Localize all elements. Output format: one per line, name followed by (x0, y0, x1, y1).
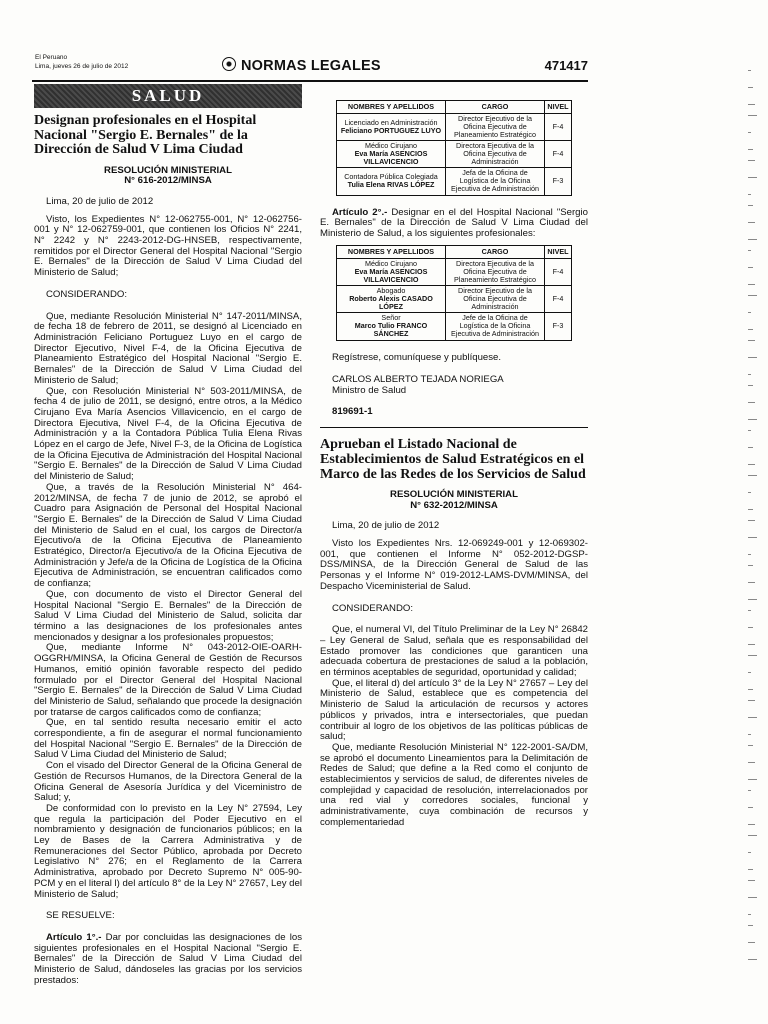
table-cell-cargo: Jefe de la Oficina de Logística de la Oficina Ejecutiva de Administración (446, 313, 545, 340)
edge-mark (748, 565, 753, 566)
edge-mark (748, 835, 757, 836)
section-title (222, 57, 381, 74)
table-new-designations (336, 245, 572, 341)
edge-mark (748, 177, 757, 178)
edge-mark (748, 672, 751, 673)
edge-mark (748, 509, 753, 510)
edge-mark (748, 537, 757, 538)
res1-number: N° 616-2012/MINSA (124, 175, 212, 187)
article-1-continued (320, 84, 588, 95)
table-cell-name (337, 313, 446, 340)
edge-mark (748, 284, 755, 285)
table-cell-nivel: F-4 (545, 113, 572, 140)
edge-mark (748, 149, 753, 150)
res1-visto: Visto, los Expedientes N° 12-062755-001, N° 12-062756-001 y N° 12-062759-001, que contienen los Oficios N° 2241, N° 2242 y N° 2243-2012-DG-HNSEB, respectivamente, remitidos por el Director General del Hospital Nacional "Sergio E. Bernales" de la Dirección de Salud V Lima Ciudad del Ministerio de Salud; (34, 213, 302, 279)
signer-role: Ministro de Salud (332, 384, 407, 396)
table-cell-cargo: Director Ejecutivo de la Oficina Ejecutiva de Planeamiento Estratégico (446, 113, 545, 140)
edge-mark (748, 610, 751, 611)
edge-mark (748, 599, 757, 600)
res2-paragraph: Que, el literal d) del artículo 3° de la Ley N° 27657 – Ley del Ministerio de Salud, establece que es competencia del Ministerio de Salud la articulación de recursos y actores públicos y privados, intra e intersectoriales, que puedan contribuir al logro de los objetivos de las políticas públicas de salud; (320, 677, 588, 743)
section-banner: SALUD (34, 84, 302, 108)
edge-mark (748, 419, 757, 420)
edge-mark (748, 745, 753, 746)
edge-mark (748, 914, 751, 915)
person-name: Roberto Alexis CASADO LÓPEZ (349, 294, 433, 312)
res1-article-2 (320, 208, 588, 240)
edge-mark (748, 824, 755, 825)
edge-mark (748, 655, 757, 656)
edge-mark (748, 70, 751, 71)
edge-mark (748, 447, 753, 448)
res1-paragraph: Que, mediante Informe N° 043-2012-OIE-OARH-OGGRH/MINSA, la Oficina General de Gestión de Recursos Humanos, emitió opinión favorable respecto del pedido formulado por el Director General del Hospital Nacional "Sergio E. Bernales" de la Dirección de Salud V Lima Ciudad del Ministerio de Salud, señalando que procede la designación por tratarse de cargos calificados como de confianza; (34, 642, 302, 718)
edge-mark (748, 385, 753, 386)
res1-paragraph: Que, a través de la Resolución Ministerial N° 464-2012/MINSA, de fecha 7 de junio de 2012, se aprobó el Cuadro para Asignación de Personal del Hospital Nacional "Sergio E. Bernales" de la Dirección de Salud V Lima Ciudad del Ministerio de Salud en el cual, los cargos de Director/a Ejecutivo/a de la Oficina Ejecutiva de Planeamiento Estratégico, Director/a Ejecutivo/a de la Oficina Ejecutiva de Administración y Jefe/a de la Oficina de Logística de la Oficina Ejecutiva de Administración, se encuentran calificados como de confianza; (34, 481, 302, 590)
table-row (337, 140, 572, 167)
res1-title: Designan profesionales en el Hospital Nacional "Sergio E. Bernales" de la Dirección de Salud V Lima Ciudad (34, 113, 257, 158)
table-cell-nivel: F-3 (545, 313, 572, 340)
res1-paragraph: Que, en tal sentido resulta necesario emitir el acto correspondiente, a fin de asegurar el normal funcionamiento del Hospital Nacional "Sergio E. Bernales" de la Dirección de Salud V Lima Ciudad del Ministerio de Salud; (34, 717, 302, 761)
column-header: CARGO (446, 100, 545, 113)
newspaper-name: El Peruano (35, 54, 68, 61)
table-cell-name (337, 285, 446, 312)
edge-mark (748, 779, 757, 780)
table-cell-nivel: F-4 (545, 258, 572, 285)
person-name: Marco Tulio FRANCO SÁNCHEZ (354, 321, 428, 339)
table-row (337, 285, 572, 312)
edge-mark (748, 194, 751, 195)
edge-mark (748, 222, 755, 223)
table-row (337, 258, 572, 285)
article-1-text: Dar por concluidas las designaciones de los siguientes profesionales en el Hospital Nacional "Sergio E. Bernales" de la Dirección de Salud V Lima Ciudad del Ministerio de Salud, dándoseles las gracias por los servicios prestados: (34, 931, 302, 986)
page-number: 471417 (544, 58, 588, 73)
edge-mark (748, 897, 757, 898)
res1-heading (34, 166, 302, 187)
table-cell-cargo: Jefa de la Oficina de Logística de la Oficina Ejecutiva de Administración (446, 168, 545, 195)
table-cell-cargo: Director Ejecutivo de la Oficina Ejecutiva de Administración (446, 285, 545, 312)
column-header: NIVEL (545, 245, 572, 258)
table-row (337, 168, 572, 195)
res2-date: Lima, 20 de julio de 2012 (332, 520, 440, 532)
masthead-info (35, 53, 128, 71)
edge-mark (748, 430, 751, 431)
edge-mark (748, 807, 753, 808)
edge-mark (748, 267, 753, 268)
table-cell-name (337, 258, 446, 285)
newspaper-page (32, 50, 588, 1020)
person-name: Eva María ASENCIOS VILLAVICENCIO (354, 149, 428, 167)
page-header (32, 50, 588, 82)
person-title: Abogado (376, 285, 406, 295)
article-1-label: Artículo 1°.- (46, 931, 102, 943)
signer-name: CARLOS ALBERTO TEJADA NORIEGA (332, 374, 504, 386)
edge-mark (748, 492, 751, 493)
res2-paragraph: Que, el numeral VI, del Título Preliminar de la Ley N° 26842 – Ley General de Salud, señala que es responsabilidad del Estado promover las condiciones que garanticen una adecuada cobertura de prestaciones de salud a la población, en términos aceptables de seguridad, oportunidad y calidad; (320, 624, 588, 679)
res1-article-1 (34, 933, 302, 987)
edge-mark (748, 627, 753, 628)
table-row (337, 113, 572, 140)
emblem-icon (222, 57, 236, 71)
table-cell-name (337, 168, 446, 195)
edge-mark (748, 554, 751, 555)
res2-number: N° 632-2012/MINSA (410, 499, 498, 511)
edge-mark (748, 312, 751, 313)
table-cell-cargo: Directora Ejecutiva de la Oficina Ejecutiva de Administración (446, 140, 545, 167)
column-header: CARGO (446, 245, 545, 258)
table-cell-nivel: F-3 (545, 168, 572, 195)
edge-mark (748, 357, 757, 358)
res1-paragraph: Con el visado del Director General de la Oficina General de Gestión de Recursos Humanos, de la Directora General de la Oficina General de Asesoría Jurídica y del Viceministro de Salud; y, (34, 760, 302, 804)
edge-mark (748, 959, 757, 960)
article-2-label: Artículo 2°.- (332, 206, 388, 218)
res1-paragraph: Que, con documento de visto el Director General del Hospital Nacional "Sergio E. Bernales" de la Dirección de Salud V Lima Ciudad del Ministerio de Salud, solicita dar término a las designaciones de los profesionales antes mencionados y designar a los profesionales propuestos; (34, 588, 302, 643)
left-column (34, 84, 302, 986)
table-cell-nivel: F-4 (545, 140, 572, 167)
edge-mark (748, 762, 755, 763)
res1-paragraph: Que, con Resolución Ministerial N° 503-2011/MINSA, de fecha 4 de julio de 2011, se designó, entre otros, a la Médico Cirujano Eva María Asencios Villavicencio, en el cargo de Directora Ejecutiva, Nivel F-4, de la Oficina Ejecutiva de Administración y a la Contadora Pública Tulia Elena Rivas López en el cargo de Jefe, Nivel F-3, de la Oficina de Logística de la Oficina Ejecutiva de Administración del Hospital Nacional "Sergio E. Bernales" de la Dirección de Salud V Lima Ciudad del Ministerio de Salud; (34, 385, 302, 483)
table-cell-nivel: F-4 (545, 285, 572, 312)
res1-se-resuelve: SE RESUELVE: (46, 910, 115, 922)
edge-mark (748, 329, 753, 330)
edge-mark (748, 205, 753, 206)
person-name: Eva María ASENCIOS VILLAVICENCIO (354, 266, 428, 284)
right-column (320, 84, 588, 829)
table-concluded-designations (336, 100, 572, 196)
res1-considerando: CONSIDERANDO: (46, 288, 128, 300)
edge-mark (748, 295, 757, 296)
edge-mark (748, 717, 757, 718)
edge-mark (748, 852, 751, 853)
edge-mark (748, 250, 751, 251)
column-header: NIVEL (545, 100, 572, 113)
edge-mark (748, 942, 755, 943)
table-cell-name (337, 140, 446, 167)
edge-mark (748, 790, 751, 791)
edge-mark (748, 402, 755, 403)
edge-mark (748, 239, 757, 240)
edge-mark (748, 880, 755, 881)
publication-code: 819691-1 (332, 405, 373, 417)
table-cell-cargo: Directora Ejecutiva de la Oficina Ejecutiva de Planeamiento Estratégico (446, 258, 545, 285)
edge-mark (748, 644, 755, 645)
edge-mark (748, 475, 757, 476)
res1-paragraph: Que, mediante Resolución Ministerial N° 147-2011/MINSA, de fecha 18 de febrero de 2011, se designó al Licenciado en Administración Feliciano Portuguez Luyo en el cargo de Director Ejecutivo, Nivel F-4, de la Oficina Ejecutiva de Planeamiento Estratégico del Hospital Nacional "Sergio E. Bernales" de la Dirección de Salud V Lima Ciudad del Ministerio de Salud; (34, 310, 302, 386)
edge-mark (748, 582, 755, 583)
res2-label: RESOLUCIÓN MINISTERIAL (390, 489, 518, 501)
edge-mark (748, 734, 751, 735)
edge-mark (748, 869, 753, 870)
res2-title: Aprueban el Listado Nacional de Establecimientos de Salud Estratégicos en el Marco de las Redes de los Servicios de Salud (320, 437, 586, 482)
edge-mark (748, 464, 755, 465)
edge-mark (748, 689, 753, 690)
res2-heading (320, 490, 588, 511)
res2-paragraph: Que, mediante Resolución Ministerial N° 122-2001-SA/DM, se aprobó el documento Lineamientos para la Delimitación de Redes de Salud; que define a la Red como el conjunto de establecimientos y servicios de salud, de diferentes niveles de complejidad y capacidad de resolución, interrelacionados por una red vial y corredores sociales, funcional y administrativamente, cuya combinación de recursos y complementariedad (320, 741, 588, 828)
article-2-text: Designar en el del Hospital Nacional "Sergio E. Bernales" de la Dirección de Salud V Lima Ciudad del Ministerio de Salud, a los siguientes profesionales: (320, 206, 588, 239)
table-header-row (337, 245, 572, 258)
edge-mark (748, 87, 753, 88)
section-title-text: NORMAS LEGALES (241, 58, 381, 74)
person-name: Tulia Elena RIVAS LÓPEZ (347, 180, 435, 190)
person-name: Feliciano PORTUGUEZ LUYO (340, 125, 442, 135)
article-divider (320, 427, 588, 428)
res2-considerando: CONSIDERANDO: (332, 602, 414, 614)
edge-mark (748, 374, 751, 375)
edge-mark (748, 115, 757, 116)
column-header: NOMBRES Y APELLIDOS (337, 100, 446, 113)
edge-mark (748, 700, 755, 701)
edge-mark (748, 520, 755, 521)
res1-label: RESOLUCIÓN MINISTERIAL (104, 164, 232, 176)
edge-mark (748, 925, 753, 926)
table-header-row (337, 100, 572, 113)
issue-date: Lima, jueves 26 de julio de 2012 (35, 63, 129, 70)
edge-mark (748, 340, 755, 341)
res1-paragraph: De conformidad con lo previsto en la Ley N° 27594, Ley que regula la participación del Poder Ejecutivo en el nombramiento y designación de funcionarios públicos; en la Ley de Bases de la Carrera Administrativa y de Remuneraciones del Sector Público, aprobada por Decreto Legislativo N° 276; en el Reglamento de la Carrera Administrativa, aprobado por Decreto Supremo N° 005-90-PCM y en el literal l) del artículo 8° de la Ley N° 27657, Ley del Ministerio de Salud; (34, 802, 302, 900)
person-title: Contadora Pública Colegiada (344, 172, 438, 182)
table-cell-name (337, 113, 446, 140)
person-title: Médico Cirujano (365, 140, 417, 150)
column-header: NOMBRES Y APELLIDOS (337, 245, 446, 258)
person-title: Médico Cirujano (365, 258, 417, 268)
res2-visto: Visto los Expedientes Nrs. 12-069249-001 y 12-069302-001, que contienen el Informe N° 052-2012-DGSP-DSS/MINSA, de la Dirección General de Salud de las Personas y el Informe N° 019-2012-LAMS-DVM/MINSA, del Despacho Viceministerial de Salud. (320, 537, 588, 592)
closing-formula: Regístrese, comuníquese y publíquese. (332, 351, 502, 363)
page-edge-marks (740, 70, 762, 970)
person-title: Licenciado en Administración (344, 117, 438, 127)
edge-mark (748, 104, 755, 105)
res1-date: Lima, 20 de julio de 2012 (46, 195, 154, 207)
table-row (337, 313, 572, 340)
edge-mark (748, 132, 751, 133)
edge-mark (748, 160, 755, 161)
person-title: Señor (381, 313, 401, 323)
